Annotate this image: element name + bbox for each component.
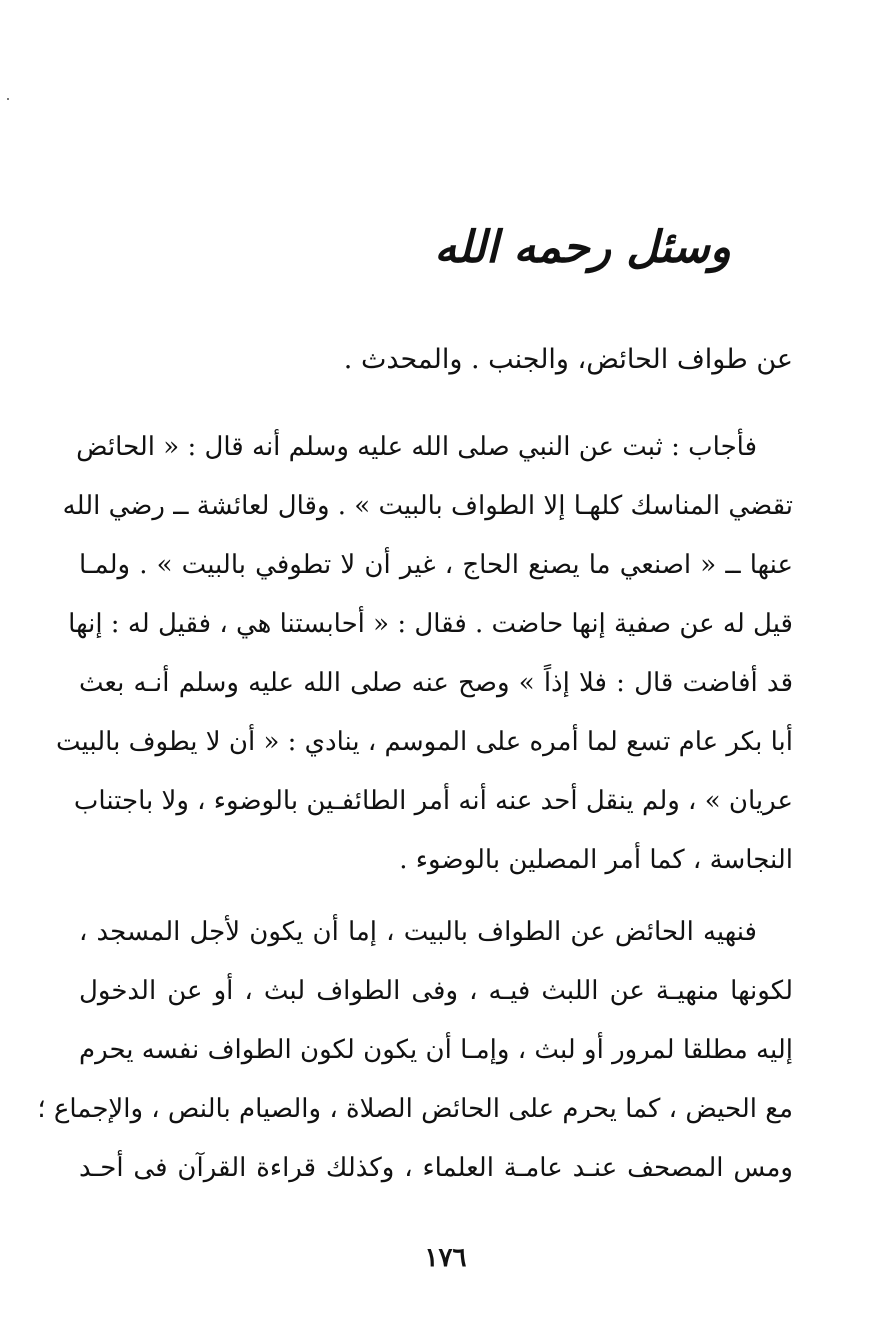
paragraph-line: مع الحيض ، كما يحرم على الحائض الصلاة ، والصيام بالنص ، والإجماع ؛ (37, 1094, 793, 1124)
answer-line: فأجاب : ثبت عن النبي صلى الله عليه وسلم أنه قال : « الحائض (76, 432, 757, 462)
answer-line: عنها ــ « اصنعي ما يصنع الحاج ، غير أن لا تطوفي بالبيت » . ولمـا (79, 550, 793, 580)
page-number: ١٧٦ (424, 1243, 467, 1273)
paragraph-line: لكونها منهيـة عن اللبث فيـه ، وفى الطواف لبث ، أو عن الدخول (79, 976, 793, 1006)
answer-line: تقضي المناسك كلهـا إلا الطواف بالبيت » . وقال لعائشة ــ رضي الله (62, 491, 793, 521)
question-line: عن طواف الحائض، والجنب . والمحدث . (343, 344, 793, 375)
scan-speck (7, 98, 9, 100)
section-heading: وسئل رحمه الله (434, 222, 731, 273)
second-paragraph (37, 903, 793, 1198)
paragraph-line: ومس المصحف عنـد عامـة العلماء ، وكذلك قراءة القرآن فى أحـد (79, 1153, 793, 1183)
answer-paragraph (56, 418, 793, 890)
answer-line: أبا بكر عام تسع لما أمره على الموسم ، ينادي : « أن لا يطوف بالبيت (56, 727, 793, 757)
answer-line: عريان » ، ولم ينقل أحد عنه أنه أمر الطائفـين بالوضوء ، ولا باجتناب (73, 786, 793, 816)
paragraph-line: إليه مطلقا لمرور أو لبث ، وإمـا أن يكون لكون الطواف نفسه يحرم (79, 1035, 793, 1065)
answer-line: قد أفاضت قال : فلا إذاً » وصح عنه صلى الله عليه وسلم أنـه بعث (79, 668, 793, 698)
answer-line: قيل له عن صفية إنها حاضت . فقال : « أحابستنا هي ، فقيل له : إنها (68, 609, 793, 639)
answer-line: النجاسة ، كما أمر المصلين بالوضوء . (399, 845, 793, 875)
paragraph-line: فنهيه الحائض عن الطواف بالبيت ، إما أن يكون لأجل المسجد ، (79, 917, 757, 947)
